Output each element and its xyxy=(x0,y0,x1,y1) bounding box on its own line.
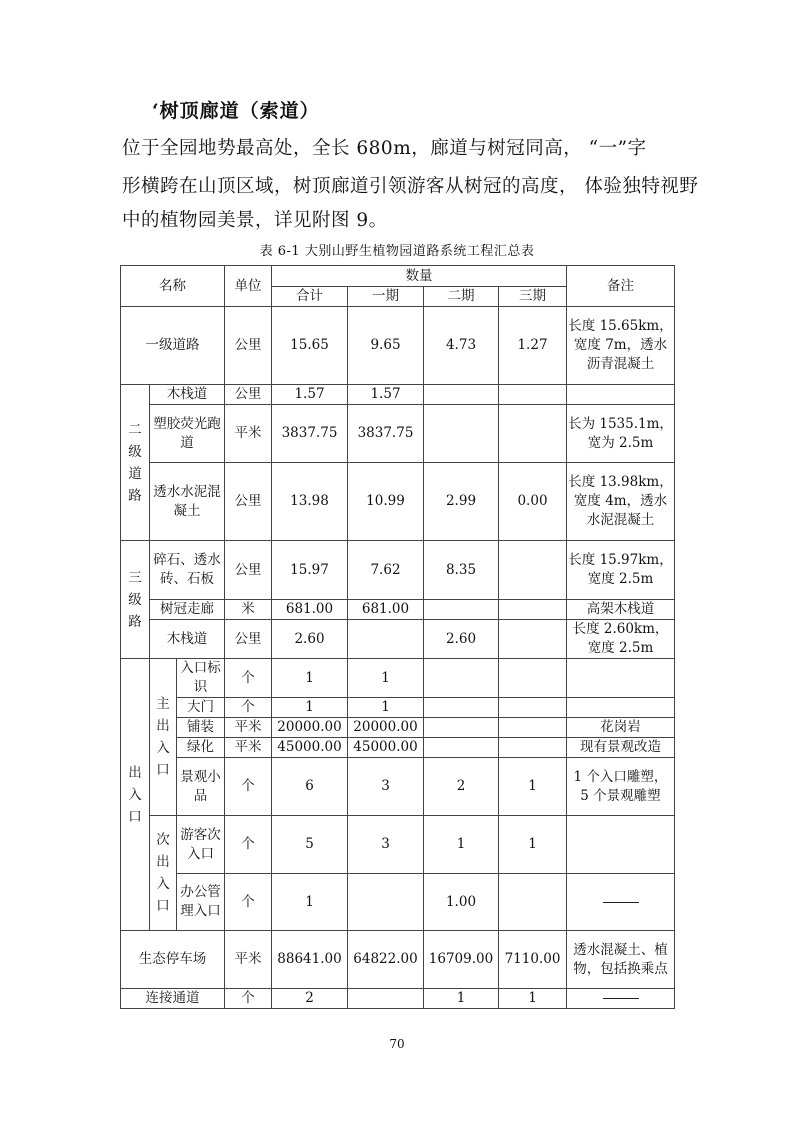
paragraph-line-1: 位于全园地势最高处，全长 680m，廊道与树冠同高， “一”字 xyxy=(122,138,647,159)
row-unit: 平米 xyxy=(225,405,272,463)
row-remark: 高架木栈道 xyxy=(567,600,675,620)
table-row xyxy=(121,600,675,620)
table-row xyxy=(121,874,675,931)
row-phase-2: 2.99 xyxy=(424,463,499,541)
table-row xyxy=(121,816,675,874)
row-phase-2: 4.73 xyxy=(424,307,499,385)
row-phase-3 xyxy=(499,600,567,620)
row-phase-1: 1 xyxy=(348,698,424,718)
row-phase-2: 8.35 xyxy=(424,541,499,600)
row-remark: 长度 13.98km，宽度 4m，透水水泥混凝土 xyxy=(567,463,675,541)
row-total: 1.57 xyxy=(272,385,348,405)
row-name: 大门 xyxy=(177,698,225,718)
table-row xyxy=(121,718,675,738)
row-remark: 1 个入口雕塑， 5 个景观雕塑 xyxy=(567,758,675,816)
row-phase-2: 1 xyxy=(424,989,499,1009)
row-total: 15.65 xyxy=(272,307,348,385)
row-total: 15.97 xyxy=(272,541,348,600)
table-row xyxy=(121,307,675,385)
row-phase-3 xyxy=(499,718,567,738)
row-unit: 个 xyxy=(225,758,272,816)
row-total: 2.60 xyxy=(272,620,348,659)
group-main-entrance: 主出入口 xyxy=(150,659,177,816)
row-phase-1: 7.62 xyxy=(348,541,424,600)
row-remark: 长度 15.65km，宽度 7m，透水沥青混凝土 xyxy=(567,307,675,385)
row-phase-1 xyxy=(348,874,424,931)
row-phase-2 xyxy=(424,385,499,405)
row-phase-3: 1 xyxy=(499,816,567,874)
row-name: 办公管理入口 xyxy=(177,874,225,931)
row-unit: 个 xyxy=(225,989,272,1009)
row-unit: 个 xyxy=(225,698,272,718)
row-remark xyxy=(567,659,675,698)
row-unit: 平米 xyxy=(225,738,272,758)
row-remark xyxy=(567,816,675,874)
row-total: 2 xyxy=(272,989,348,1009)
row-name: 入口标识 xyxy=(177,659,225,698)
section-heading: ‘树顶廊道（索道） xyxy=(152,100,320,122)
row-remark xyxy=(567,989,675,1009)
table-row xyxy=(121,659,675,698)
row-phase-2 xyxy=(424,738,499,758)
row-name: 铺装 xyxy=(177,718,225,738)
table-row xyxy=(121,463,675,541)
row-phase-3 xyxy=(499,659,567,698)
row-name: 绿化 xyxy=(177,738,225,758)
row-phase-3: 7110.00 xyxy=(499,931,567,989)
row-phase-3 xyxy=(499,620,567,659)
row-unit: 个 xyxy=(225,816,272,874)
row-unit: 公里 xyxy=(225,541,272,600)
road-system-table xyxy=(120,265,675,1009)
row-phase-1: 1 xyxy=(348,659,424,698)
row-phase-1: 3837.75 xyxy=(348,405,424,463)
row-remark: 长为 1535.1m，宽为 2.5m xyxy=(567,405,675,463)
row-unit: 公里 xyxy=(225,307,272,385)
row-phase-2: 1.00 xyxy=(424,874,499,931)
row-phase-1: 681.00 xyxy=(348,600,424,620)
row-unit: 个 xyxy=(225,874,272,931)
row-phase-2 xyxy=(424,659,499,698)
row-phase-3: 1 xyxy=(499,989,567,1009)
row-total: 1 xyxy=(272,698,348,718)
table-row xyxy=(121,541,675,600)
row-unit: 米 xyxy=(225,600,272,620)
row-unit: 公里 xyxy=(225,620,272,659)
row-phase-1: 20000.00 xyxy=(348,718,424,738)
row-phase-1: 64822.00 xyxy=(348,931,424,989)
row-name: 景观小品 xyxy=(177,758,225,816)
row-remark xyxy=(567,385,675,405)
row-remark: 透水混凝土、植物，包括换乘点 xyxy=(567,931,675,989)
row-total: 5 xyxy=(272,816,348,874)
row-name: 透水水泥混凝土 xyxy=(150,463,225,541)
header-quantity: 数量 xyxy=(272,266,567,287)
row-unit: 平米 xyxy=(225,931,272,989)
row-name: 游客次入口 xyxy=(177,816,225,874)
table-row xyxy=(121,738,675,758)
row-remark xyxy=(567,698,675,718)
row-name: 塑胶荧光跑道 xyxy=(150,405,225,463)
header-phase-1: 一期 xyxy=(348,287,424,307)
row-phase-1: 3 xyxy=(348,816,424,874)
table-row xyxy=(121,620,675,659)
row-phase-3 xyxy=(499,541,567,600)
header-phase-2: 二期 xyxy=(424,287,499,307)
row-phase-3 xyxy=(499,738,567,758)
row-phase-2: 2.60 xyxy=(424,620,499,659)
row-phase-3: 0.00 xyxy=(499,463,567,541)
row-phase-3 xyxy=(499,698,567,718)
group-tertiary-road: 三级路 xyxy=(121,541,150,659)
dash-mark xyxy=(603,902,639,903)
row-remark: 花岗岩 xyxy=(567,718,675,738)
group-entrance: 出入口 xyxy=(121,659,150,931)
row-phase-2: 1 xyxy=(424,816,499,874)
row-phase-2 xyxy=(424,600,499,620)
row-total: 1 xyxy=(272,659,348,698)
row-phase-1: 9.65 xyxy=(348,307,424,385)
row-phase-1: 45000.00 xyxy=(348,738,424,758)
row-unit: 公里 xyxy=(225,385,272,405)
row-name: 碎石、透水砖、石板 xyxy=(150,541,225,600)
table-row xyxy=(121,758,675,816)
row-phase-3: 1.27 xyxy=(499,307,567,385)
row-phase-1: 3 xyxy=(348,758,424,816)
table-caption: 表 6-1 大别山野生植物园道路系统工程汇总表 xyxy=(259,244,535,259)
row-unit: 平米 xyxy=(225,718,272,738)
row-total: 45000.00 xyxy=(272,738,348,758)
header-remark: 备注 xyxy=(567,266,675,307)
row-phase-3 xyxy=(499,405,567,463)
row-name: 树冠走廊 xyxy=(150,600,225,620)
row-phase-3 xyxy=(499,385,567,405)
table-row xyxy=(121,698,675,718)
row-remark xyxy=(567,874,675,931)
row-remark: 现有景观改造 xyxy=(567,738,675,758)
table-row xyxy=(121,931,675,989)
row-phase-2 xyxy=(424,718,499,738)
row-total: 6 xyxy=(272,758,348,816)
row-phase-2 xyxy=(424,405,499,463)
row-phase-1: 1.57 xyxy=(348,385,424,405)
row-name: 木栈道 xyxy=(150,385,225,405)
row-total: 1 xyxy=(272,874,348,931)
row-unit: 公里 xyxy=(225,463,272,541)
row-phase-1 xyxy=(348,620,424,659)
row-total: 88641.00 xyxy=(272,931,348,989)
row-name: 一级道路 xyxy=(121,307,225,385)
row-phase-2: 2 xyxy=(424,758,499,816)
group-secondary-entrance: 次出入口 xyxy=(150,816,177,931)
row-total: 20000.00 xyxy=(272,718,348,738)
header-unit: 单位 xyxy=(225,266,272,307)
row-phase-2: 16709.00 xyxy=(424,931,499,989)
row-name: 连接通道 xyxy=(121,989,225,1009)
paragraph-line-3: 中的植物园美景，详见附图 9。 xyxy=(122,210,388,231)
dash-mark xyxy=(603,998,639,999)
row-remark: 长度 2.60km，宽度 2.5m xyxy=(567,620,675,659)
row-phase-3: 1 xyxy=(499,758,567,816)
header-name: 名称 xyxy=(121,266,225,307)
page-number: 70 xyxy=(389,1037,405,1051)
row-phase-1 xyxy=(348,989,424,1009)
header-phase-3: 三期 xyxy=(499,287,567,307)
row-phase-1: 10.99 xyxy=(348,463,424,541)
row-remark: 长度 15.97km，宽度 2.5m xyxy=(567,541,675,600)
header-total: 合计 xyxy=(272,287,348,307)
paragraph-line-2: 形横跨在山顶区域，树顶廊道引领游客从树冠的高度， 体验独特视野 xyxy=(122,176,699,197)
row-name: 生态停车场 xyxy=(121,931,225,989)
group-secondary-road: 二级道路 xyxy=(121,385,150,541)
row-phase-3 xyxy=(499,874,567,931)
row-total: 681.00 xyxy=(272,600,348,620)
row-total: 13.98 xyxy=(272,463,348,541)
table-row xyxy=(121,385,675,405)
table-row xyxy=(121,989,675,1009)
table-row xyxy=(121,405,675,463)
row-name: 木栈道 xyxy=(150,620,225,659)
row-unit: 个 xyxy=(225,659,272,698)
row-total: 3837.75 xyxy=(272,405,348,463)
row-phase-2 xyxy=(424,698,499,718)
